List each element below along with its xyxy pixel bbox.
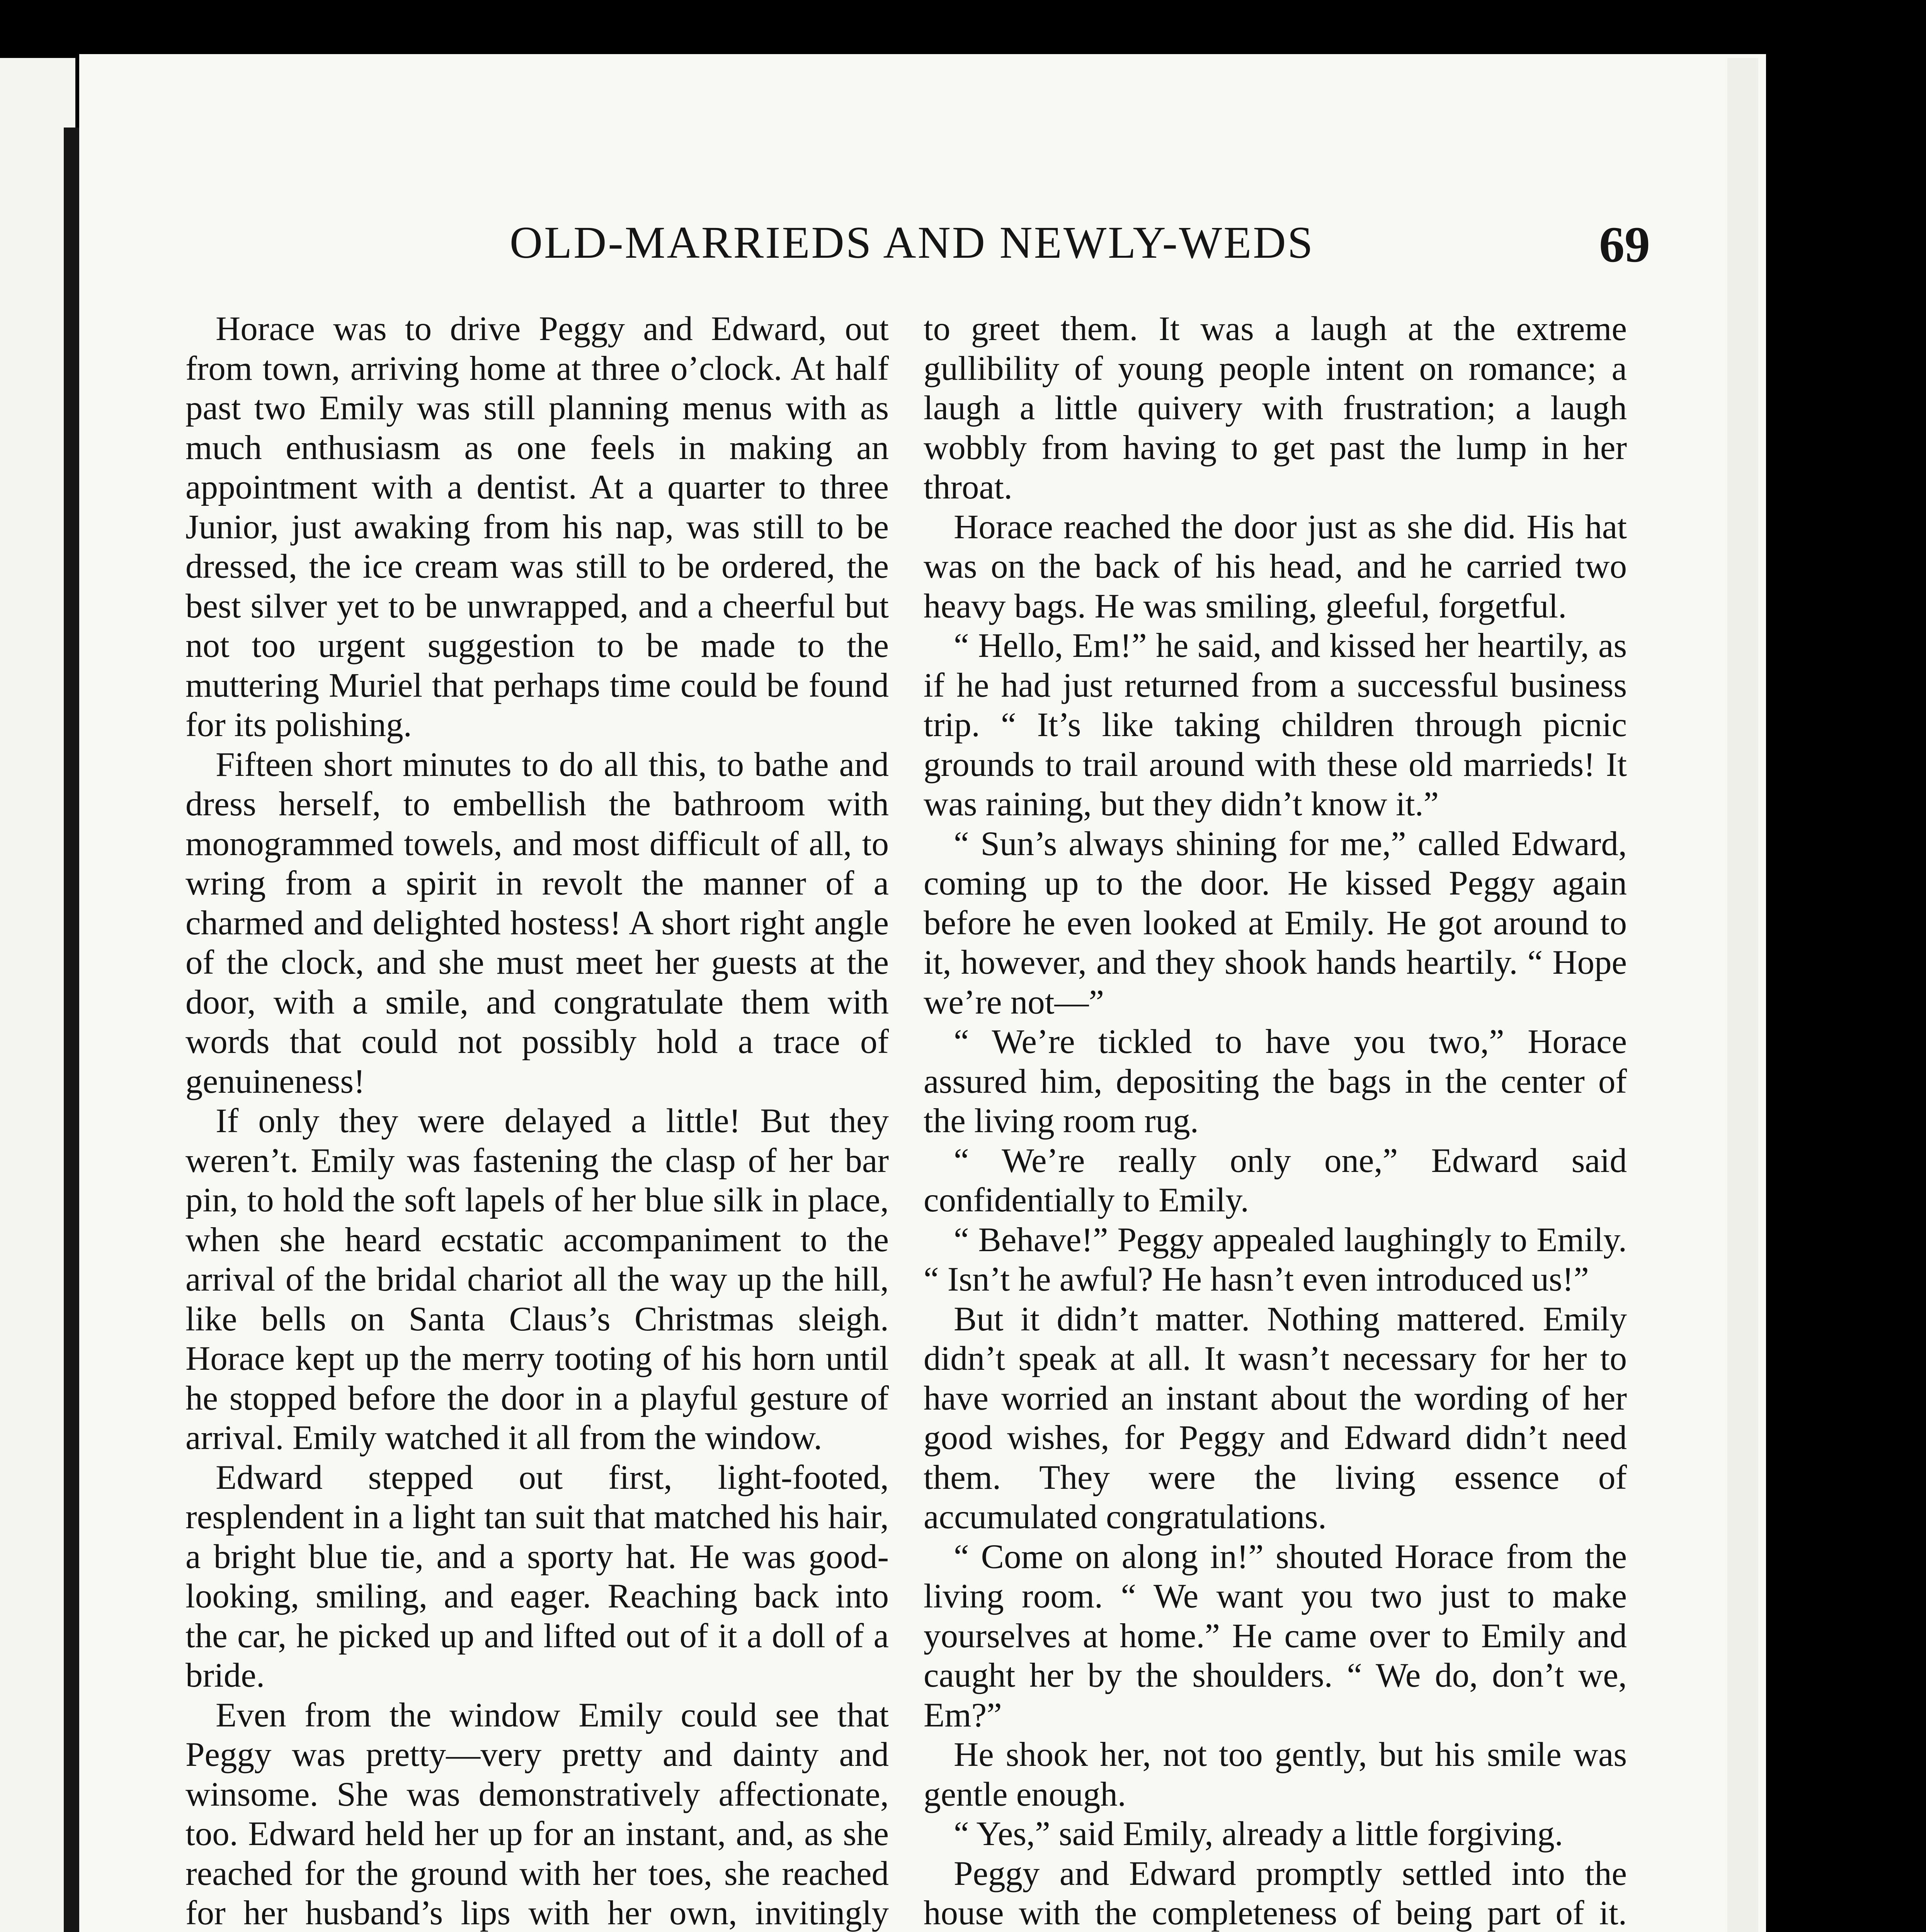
right-column — [924, 309, 1627, 1932]
paragraph: “ We’re really only one,” Edward said confidentially to Emily. — [924, 1141, 1627, 1219]
paragraph: If only they were delayed a little! But they weren’t. Emily was fastening the clasp of her bar pin, to hold the soft lapels of her blue silk in place, when she heard ecstatic accompaniment to the arrival of the bridal chariot all the way up the hill, like bells on Santa Claus’s Christmas sleigh. Horace kept up the merry tooting of his horn until he stopped before the door in a playful gesture of arrival. Emily watched it all from the window. — [185, 1102, 889, 1457]
page-edge-right — [1727, 58, 1758, 1932]
paragraph: “ We’re tickled to have you two,” Horace assured him, depositing the bags in the center of the living room rug. — [924, 1023, 1627, 1140]
paragraph: Peggy and Edward promptly settled into the house with the completeness of being part of it. — [924, 1854, 1627, 1932]
paragraph: to greet them. It was a laugh at the extreme gullibility of young people intent on romance; a laugh a little quivery with frustration; a laugh wobbly from having to get past the lump in her throat. — [924, 310, 1627, 506]
left-column — [185, 309, 889, 1932]
paragraph: “ Yes,” said Emily, already a little forgiving. — [954, 1815, 1563, 1853]
paragraph: Fifteen short minutes to do all this, to bathe and dress herself, to embellish the bathroom with monogrammed towels, and most difficult of all, to wring from a spirit in revolt the manner of a charmed and delighted hostess! A short right angle of the clock, and she must meet her guests at the door, with a smile, and congratulate them with words that could not possibly hold a trace of genuineness! — [185, 745, 889, 1100]
paragraph: Horace was to drive Peggy and Edward, out from town, arriving home at three o’clock. At half past two Emily was still planning menus with as much enthusiasm as one feels in making an appointment with a dentist. At a quarter to three Junior, just awaking from his nap, was still to be dressed, the ice cream was still to be ordered, the best silver yet to be unwrapped, and a cheerful but not too urgent suggestion to be made to the muttering Muriel that perhaps time could be found for its polishing. — [185, 310, 889, 744]
paragraph: “ Come on along in!” shouted Horace from the living room. “ We want you two just to make yourselves at home.” He came over to Emily and caught her by the shoulders. “ We do, don’t we, Em?” — [924, 1537, 1627, 1734]
paragraph: He shook her, not too gently, but his smile was gentle enough. — [924, 1736, 1627, 1813]
paragraph: Horace reached the door just as she did. His hat was on the back of his head, and he carried two heavy bags. He was smiling, gleeful, forgetful. — [924, 508, 1627, 625]
paragraph: But it didn’t matter. Nothing mattered. Emily didn’t speak at all. It wasn’t necessary for her to have worried an instant about the wording of her good wishes, for Peggy and Edward didn’t need them. They were the living essence of accumulated congratulations. — [924, 1300, 1627, 1536]
paragraph: “ Hello, Em!” he said, and kissed her heartily, as if he had just returned from a successful business trip. “ It’s like taking children through picnic grounds to trail around with these old marrieds! It was raining, but they didn’t know it.” — [924, 627, 1627, 823]
paragraph: “ Behave!” Peggy appealed laughingly to Emily. “ Isn’t he awful? He hasn’t even introduced us!” — [924, 1221, 1627, 1298]
paragraph: “ Sun’s always shining for me,” called Edward, coming up to the door. He kissed Peggy again before he even looked at Emily. He got around to it, however, and they shook hands heartily. “ Hope we’re not—” — [924, 825, 1627, 1021]
page-number: 69 — [1599, 216, 1650, 273]
running-title: OLD-MARRIEDS AND NEWLY-WEDS — [509, 217, 1315, 268]
paragraph: Edward stepped out first, light-footed, resplendent in a light tan suit that matched his hair, a bright blue tie, and a sporty hat. He was good-looking, smiling, and eager. Reaching back into the car, he picked up and lifted out of it a doll of a bride. — [185, 1458, 889, 1694]
paragraph: Even from the window Emily could see that Peggy was pretty—very pretty and dainty and winsome. She was demonstratively affectionate, too. Edward held her up for an instant, and, as she reached for the ground with her toes, she reached for her husband’s lips with her own, invitingly — [185, 1696, 889, 1932]
